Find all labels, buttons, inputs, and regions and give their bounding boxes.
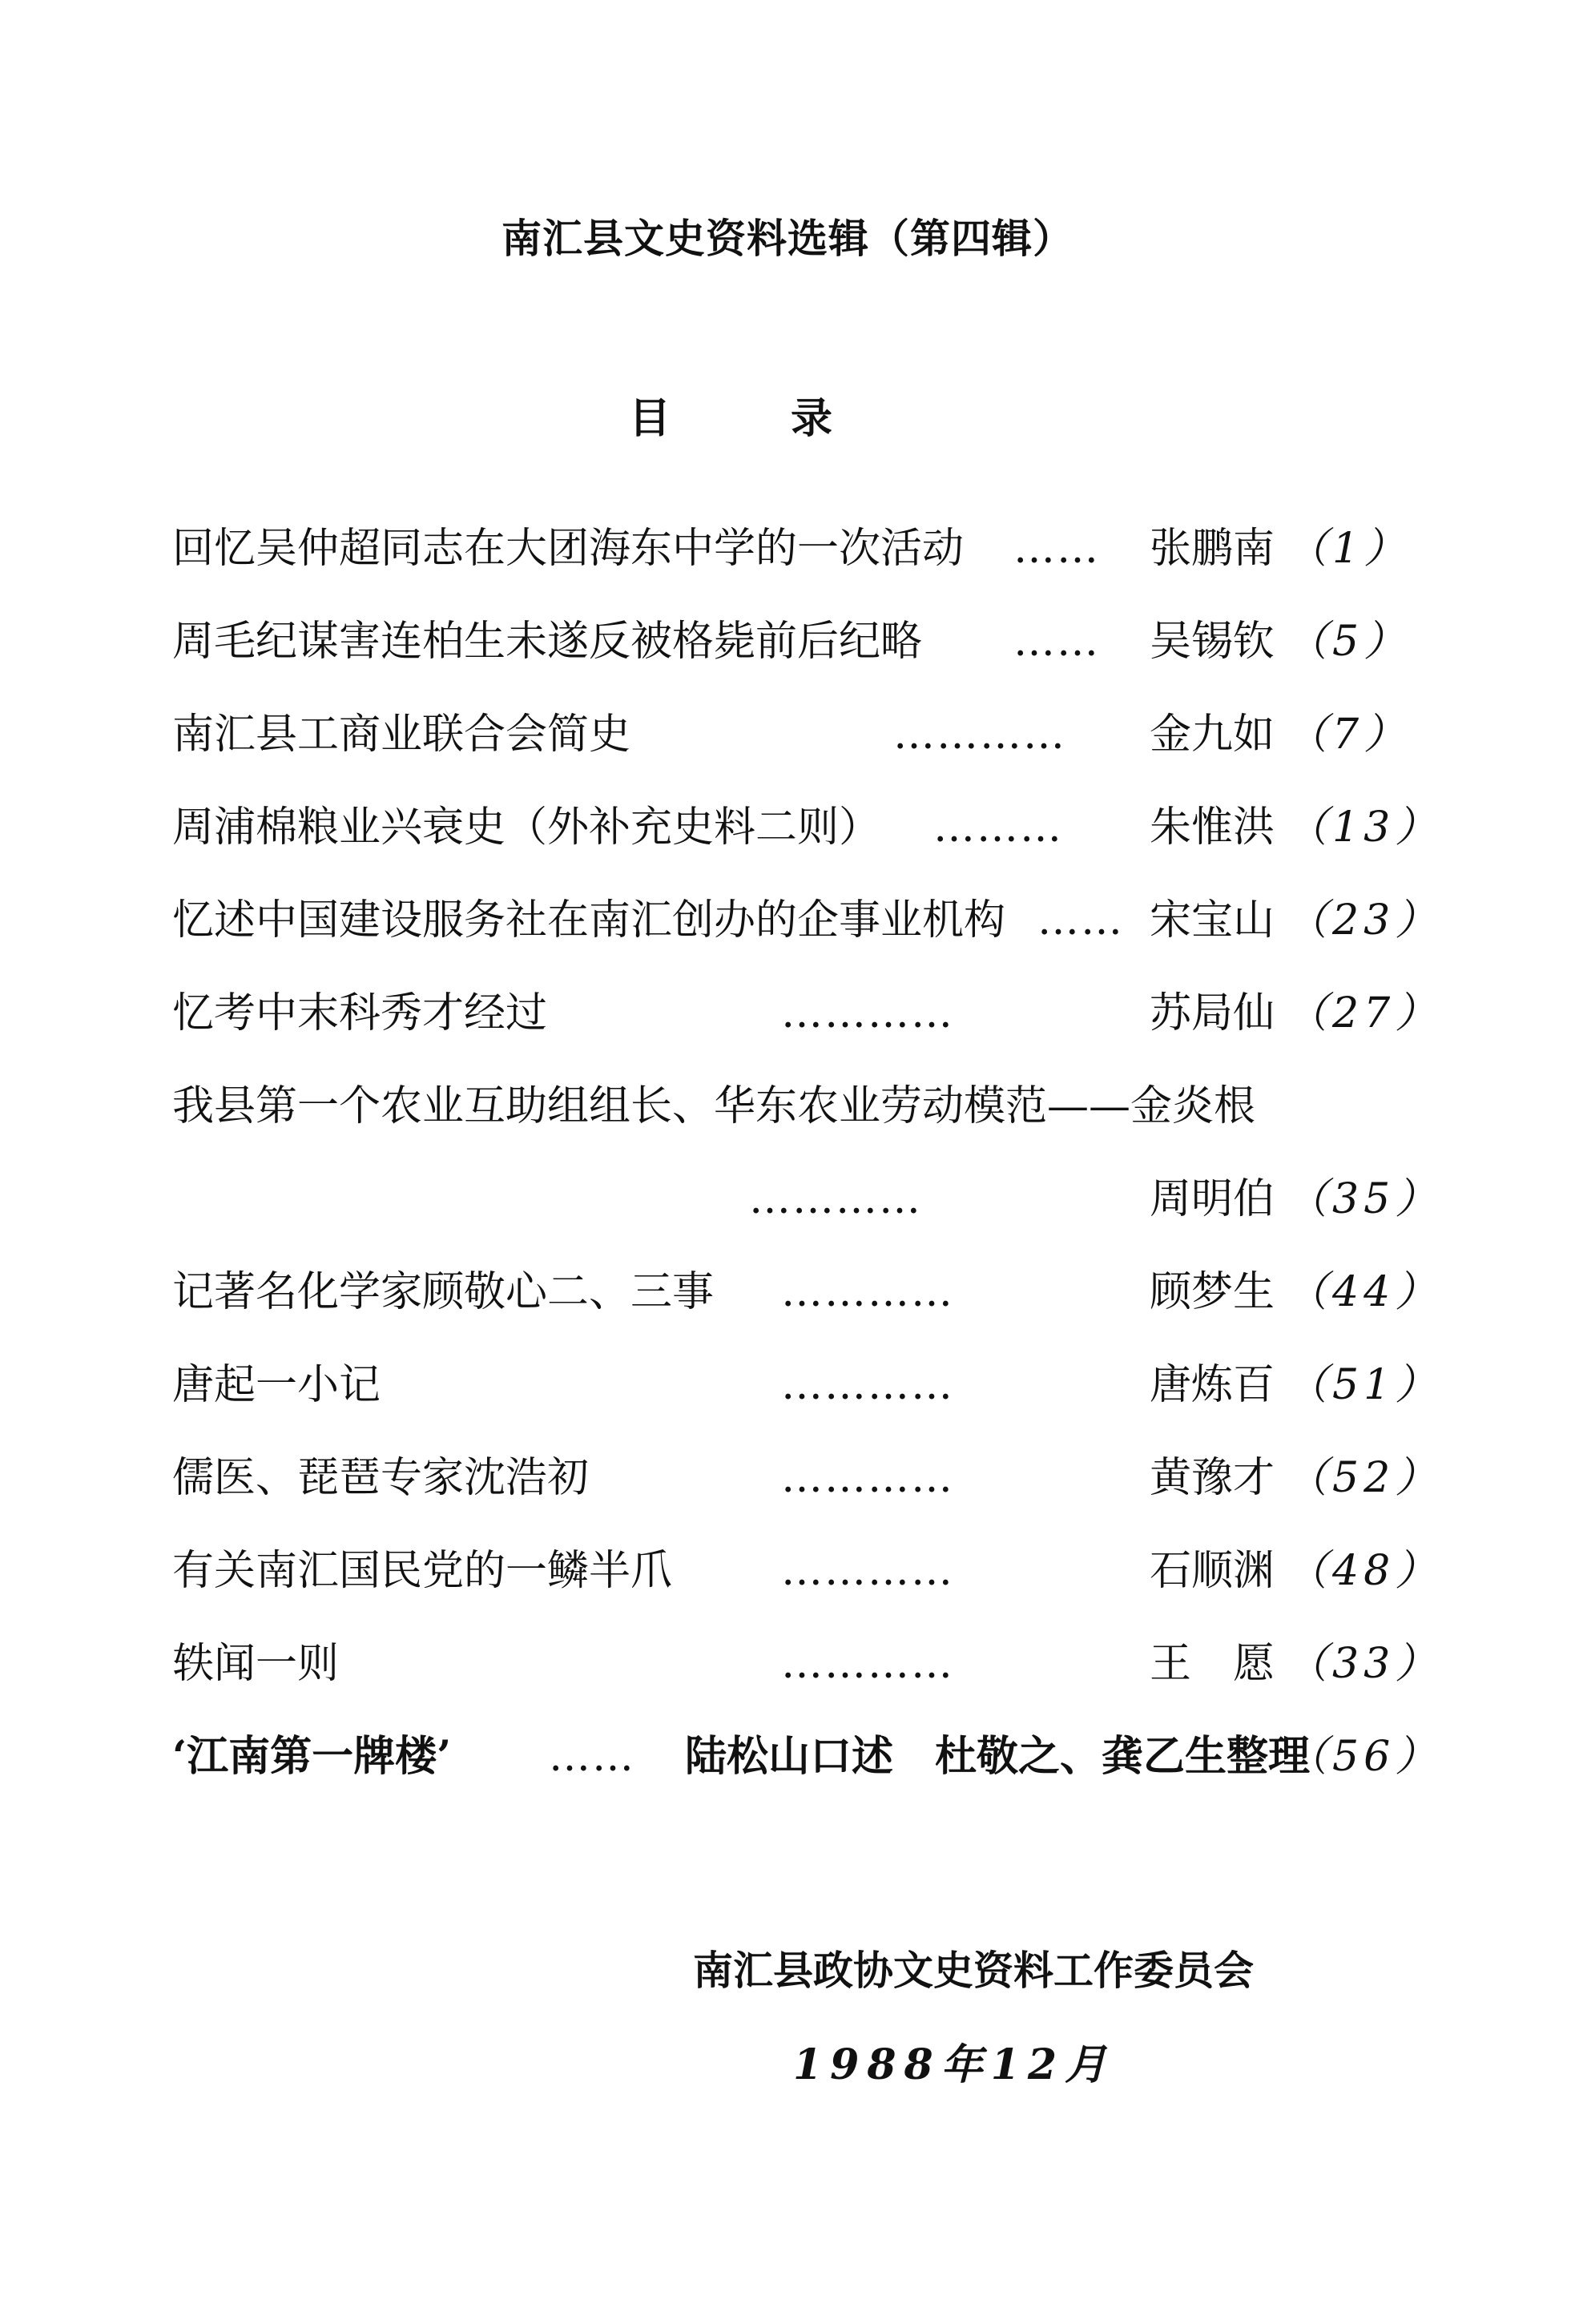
toc-entry-title: 唐起一小记 [172,1361,381,1409]
toc-entry [172,513,1422,585]
toc-entry-author: 顾梦生 [1150,1268,1275,1316]
toc-entry-leader: ………… [781,1268,954,1316]
toc-entry-page: （51） [1286,1361,1442,1409]
toc-entry-author: 唐炼百 [1150,1361,1275,1409]
toc-entry-page: （1） [1286,525,1411,573]
publication-date: 1988年12月 [793,2040,1115,2089]
toc-entry-page: （56） [1286,1733,1442,1781]
toc-entry-leader: ………… [749,1175,922,1223]
toc-entry-leader: …… [1037,896,1124,945]
toc-entry-author: 朱惟洪 [1150,804,1275,852]
toc-entry [172,884,1442,957]
toc-entry-leader: ………… [781,1547,954,1595]
toc-entry [172,1163,1442,1235]
toc-entry-page: （33） [1286,1640,1442,1688]
toc-entry-leader: …… [549,1733,635,1781]
toc-entry-author: 吴锡钦 [1150,618,1275,666]
toc-entry-title: 忆考中末科秀才经过 [172,989,548,1037]
toc-entry-author: 宋宝山 [1150,896,1275,945]
toc-entry-author: 苏局仙 [1150,989,1275,1037]
toc-entry-page: （5） [1286,618,1411,666]
toc-entry-author: 张鹏南 [1150,525,1275,573]
toc-entry-title: 南汇县工商业联合会简史 [172,711,631,759]
toc-entry-title: 周浦棉粮业兴衰史（外补充史料二则） [172,804,881,852]
toc-entry [172,1256,1442,1328]
toc-entry-author: 王 愿 [1150,1640,1275,1688]
toc-entry-leader: ………… [893,711,1066,759]
toc-entry-page: （27） [1286,989,1442,1037]
toc-entry-leader: ………… [781,1454,954,1502]
toc-entry-page: （35） [1286,1175,1442,1223]
toc-entry [172,791,1442,864]
publisher-org: 南汇县政协文史资料工作委员会 [693,1947,1254,1994]
toc-entry [172,1721,1442,1793]
toc-entry [172,1535,1442,1607]
toc-entry-title: 轶闻一则 [172,1640,340,1688]
toc-entry-leader: ……… [933,804,1063,852]
toc-entry-title: ‘江南第一牌楼’ [172,1732,452,1781]
toc-entry-title: 儒医、琵琶专家沈浩初 [172,1454,590,1502]
toc-entry [172,1349,1442,1421]
toc-entry-page: （7） [1286,711,1411,759]
toc-heading-char-2: 录 [791,394,833,443]
toc-entry-leader: ………… [781,989,954,1037]
toc-entry-page: （48） [1286,1547,1442,1595]
toc-entry-title: 我县第一个农业互助组组长、华东农业劳动模范——金炎根 [172,1082,1256,1130]
toc-entry-leader: …… [1013,618,1100,666]
toc-entry-author: 陆松山口述 杜敬之、龚乙生整理 [685,1732,1311,1781]
toc-entry-author: 周明伯 [1150,1175,1275,1223]
toc-entry-leader: ………… [781,1361,954,1409]
document-title: 南汇县文史资料选辑（第四辑） [502,215,1073,262]
toc-entry-leader: …… [1013,525,1100,573]
toc-entry-title: 周毛纪谋害连柏生未遂反被格毙前后纪略 [172,618,923,666]
toc-entry-page: （44） [1286,1268,1442,1316]
toc-entry-title: 回忆吴仲超同志在大团海东中学的一次活动 [172,525,965,573]
toc-entry [172,1628,1442,1700]
toc-entry [172,977,1442,1049]
toc-entry-leader: ………… [781,1640,954,1688]
toc-entry-title: 记著名化学家顾敬心二、三事 [172,1268,715,1316]
toc-entry-title: 忆述中国建设服务社在南汇创办的企事业机构 [172,896,1006,945]
toc-entry [172,699,1422,771]
toc-entry [172,1070,1422,1142]
toc-entry-author: 金九如 [1150,711,1275,759]
toc-entry [172,1442,1442,1514]
toc-entry-page: （13） [1286,804,1442,852]
toc-entry [172,606,1422,678]
toc-heading-char-1: 目 [629,394,671,443]
toc-entry-title: 有关南汇国民党的一鳞半爪 [172,1547,673,1595]
toc-entry-page: （23） [1286,896,1442,945]
toc-entry-page: （52） [1286,1454,1442,1502]
toc-entry-author: 黄豫才 [1150,1454,1275,1502]
toc-entry-author: 石顺渊 [1150,1547,1275,1595]
toc-heading [629,385,832,445]
